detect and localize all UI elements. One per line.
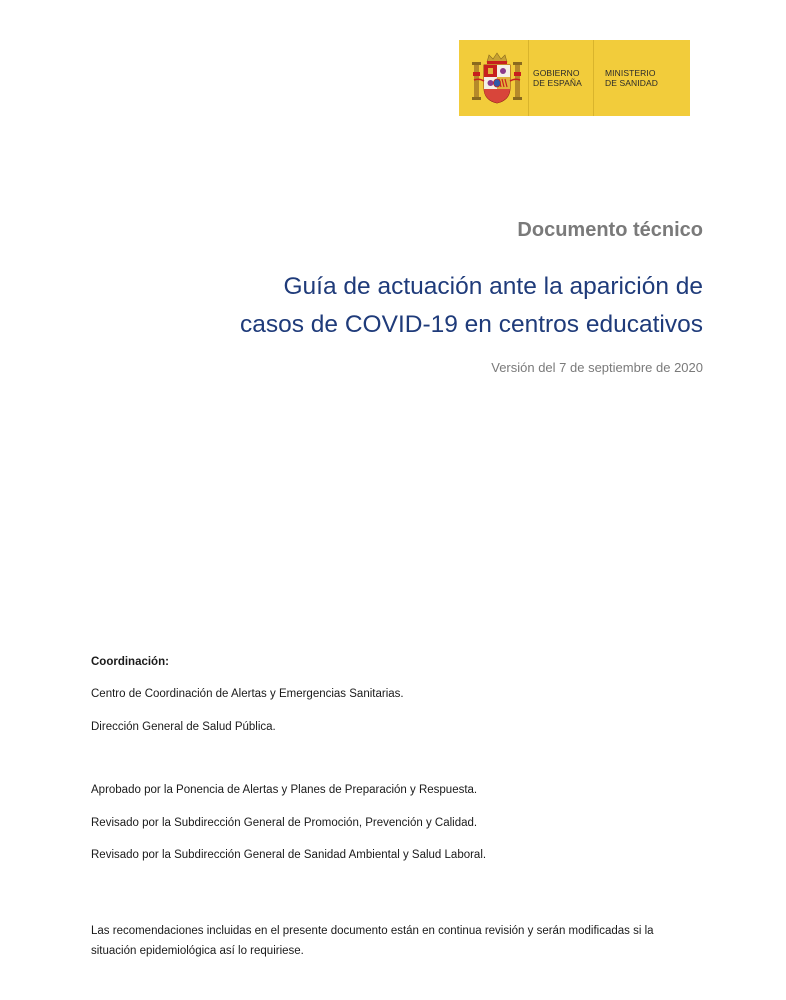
logo-divider xyxy=(593,40,594,116)
logo-ministry-text xyxy=(605,68,658,88)
logo-government-text xyxy=(533,68,582,88)
logo-government-line1: GOBIERNO xyxy=(533,68,580,78)
document-title-line-2: casos de COVID-19 en centros educativos xyxy=(239,311,703,338)
approval-line: Revisado por la Subdirección General de Sanidad Ambiental y Salud Laboral. xyxy=(91,849,487,861)
document-title-line-1: Guía de actuación ante la aparición de xyxy=(283,273,703,300)
document-version: Versión del 7 de septiembre de 2020 xyxy=(491,360,703,375)
logo-ministry-line2: DE SANIDAD xyxy=(605,78,658,88)
document-title xyxy=(143,268,703,344)
government-logo-banner xyxy=(459,40,690,116)
coordination-heading: Coordinación: xyxy=(91,656,169,668)
coordination-line: Centro de Coordinación de Alertas y Emergencias Sanitarias. xyxy=(91,688,404,700)
disclaimer-paragraph: Las recomendaciones incluidas en el presente documento están en continua revisión y serán modificadas si la situación epidemiológica así lo requiriese. xyxy=(91,925,654,957)
spanish-coat-of-arms-icon xyxy=(471,50,523,106)
logo-government-line2: DE ESPAÑA xyxy=(533,78,582,88)
approval-line: Revisado por la Subdirección General de Promoción, Prevención y Calidad. xyxy=(91,817,478,829)
logo-divider xyxy=(528,40,529,116)
logo-ministry-line1: MINISTERIO xyxy=(605,68,656,78)
coordination-line: Dirección General de Salud Pública. xyxy=(91,721,276,733)
approval-line: Aprobado por la Ponencia de Alertas y Planes de Preparación y Respuesta. xyxy=(91,784,478,796)
document-type-label: Documento técnico xyxy=(517,219,703,241)
